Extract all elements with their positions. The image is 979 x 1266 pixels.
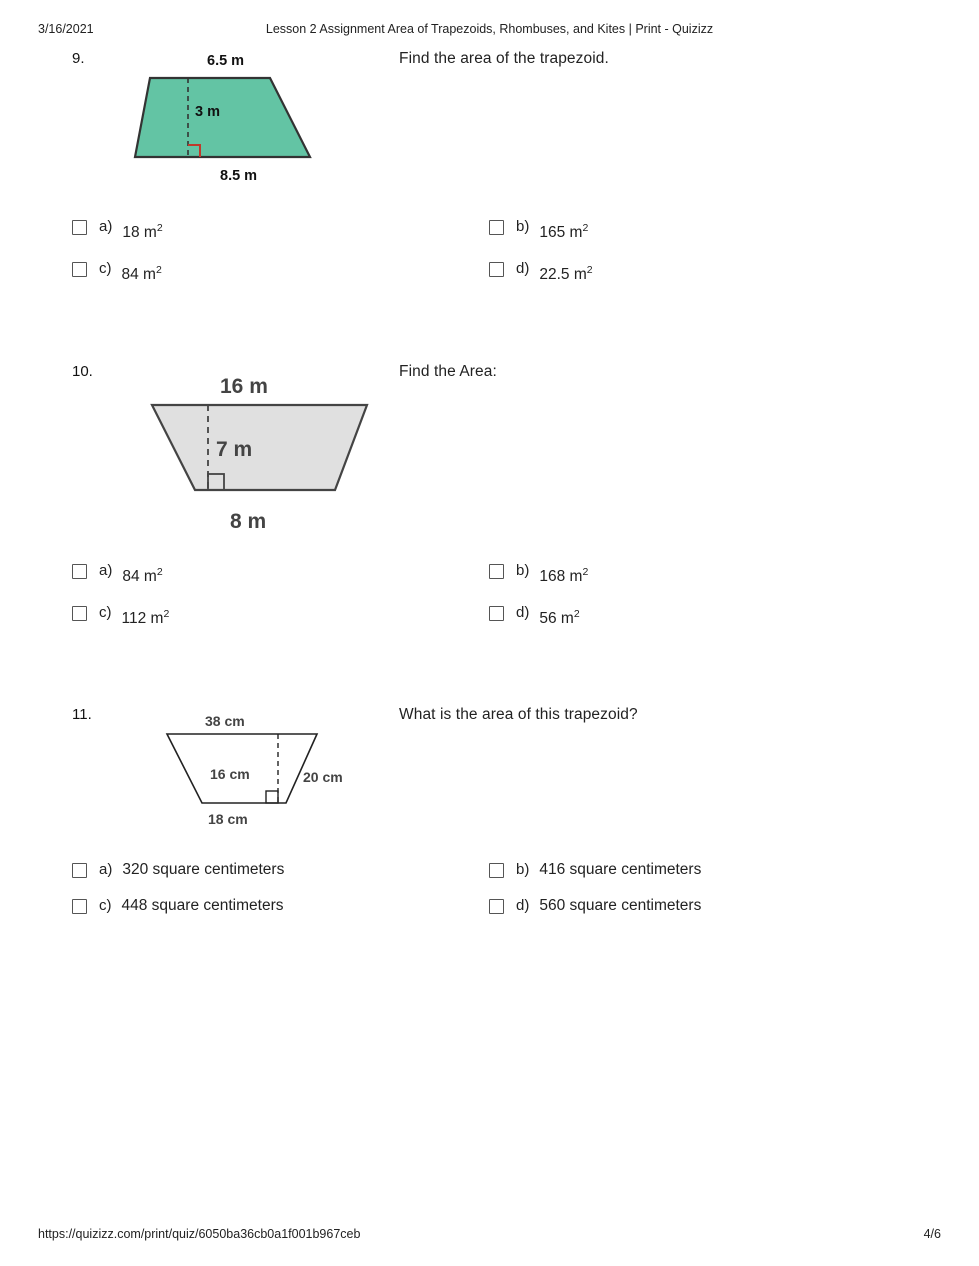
page-number: 4/6 — [923, 1227, 941, 1241]
print-footer — [0, 1227, 979, 1243]
print-date: 3/16/2021 — [38, 22, 94, 36]
answer-text: 56 $m^2$ — [539, 607, 580, 627]
figure-bottom-label: 18 cm — [208, 811, 248, 827]
answer-option-d[interactable] — [489, 260, 593, 284]
trapezoid-shape — [152, 405, 367, 490]
print-header — [0, 22, 979, 38]
figure-top-label: 16 m — [220, 375, 268, 398]
figure-bottom-label: 8.5 m — [220, 168, 258, 184]
answer-text: 18 $m^2$ — [122, 221, 163, 241]
answer-letter: c) — [99, 604, 112, 621]
answer-text: 416 square centimeters — [539, 861, 702, 878]
answer-option-b[interactable] — [489, 861, 701, 879]
answer-letter: a) — [99, 861, 113, 878]
figure-top-label: 38 cm — [205, 713, 245, 729]
answer-text: 112 $m^2$ — [121, 607, 170, 627]
figure-height-label: 7 m — [216, 438, 253, 461]
answer-text: 320 square centimeters — [122, 861, 285, 878]
answer-text: 22.5 $m^2$ — [539, 263, 593, 283]
answer-checkbox[interactable] — [72, 564, 87, 579]
answer-checkbox[interactable] — [72, 606, 87, 621]
figure-height-label: 3 m — [195, 104, 220, 120]
trapezoid-shape — [135, 78, 310, 157]
answer-option-a[interactable] — [72, 218, 163, 242]
answer-option-b[interactable] — [489, 562, 588, 586]
answer-checkbox[interactable] — [489, 262, 504, 277]
answer-checkbox[interactable] — [489, 220, 504, 235]
answer-checkbox[interactable] — [72, 220, 87, 235]
answer-checkbox[interactable] — [489, 606, 504, 621]
figure-height-label: 16 cm — [210, 766, 250, 782]
answer-option-c[interactable] — [72, 260, 162, 284]
answer-letter: a) — [99, 218, 113, 235]
answer-letter: b) — [516, 218, 530, 235]
answer-letter: b) — [516, 861, 530, 878]
answer-text: 448 square centimeters — [121, 897, 284, 914]
answer-text: 84 $m^2$ — [121, 263, 162, 283]
source-url[interactable]: https://quizizz.com/print/quiz/6050ba36cb0a1f001b967ceb — [38, 1227, 361, 1241]
answer-checkbox[interactable] — [489, 899, 504, 914]
answer-option-d[interactable] — [489, 897, 701, 915]
question-9-figure — [120, 50, 390, 190]
answer-letter: c) — [99, 897, 112, 914]
answer-letter: d) — [516, 260, 530, 277]
answer-option-c[interactable] — [72, 604, 169, 628]
question-10-number: 10. — [72, 363, 93, 380]
question-9-number: 9. — [72, 50, 85, 67]
answer-option-a[interactable] — [72, 562, 163, 586]
answer-text: 168 $m^2$ — [539, 565, 589, 585]
answer-text: 84 $m^2$ — [122, 565, 163, 585]
question-11-prompt: What is the area of this trapezoid? — [399, 706, 638, 723]
answer-option-a[interactable] — [72, 861, 284, 879]
question-10-figure — [130, 363, 410, 543]
question-11-number: 11. — [72, 706, 92, 723]
answer-letter: a) — [99, 562, 113, 579]
answer-checkbox[interactable] — [489, 863, 504, 878]
document-title: Lesson 2 Assignment Area of Trapezoids, Rhombuses, and Kites | Print - Quizizz — [265, 22, 714, 36]
answer-checkbox[interactable] — [72, 863, 87, 878]
answer-letter: c) — [99, 260, 112, 277]
answer-checkbox[interactable] — [489, 564, 504, 579]
answer-text: 165 $m^2$ — [539, 221, 589, 241]
answer-letter: d) — [516, 604, 530, 621]
question-9-prompt: Find the area of the trapezoid. — [399, 50, 609, 67]
answer-letter: d) — [516, 897, 530, 914]
figure-top-label: 6.5 m — [207, 53, 245, 69]
figure-side-label: 20 cm — [303, 769, 343, 785]
answer-letter: b) — [516, 562, 530, 579]
answer-checkbox[interactable] — [72, 899, 87, 914]
figure-bottom-label: 8 m — [230, 510, 267, 533]
answer-option-c[interactable] — [72, 897, 283, 915]
answer-option-b[interactable] — [489, 218, 588, 242]
answer-option-d[interactable] — [489, 604, 580, 628]
answer-text: 560 square centimeters — [539, 897, 702, 914]
answer-checkbox[interactable] — [72, 262, 87, 277]
question-11-figure — [150, 706, 390, 836]
question-10-prompt: Find the Area: — [399, 363, 497, 380]
